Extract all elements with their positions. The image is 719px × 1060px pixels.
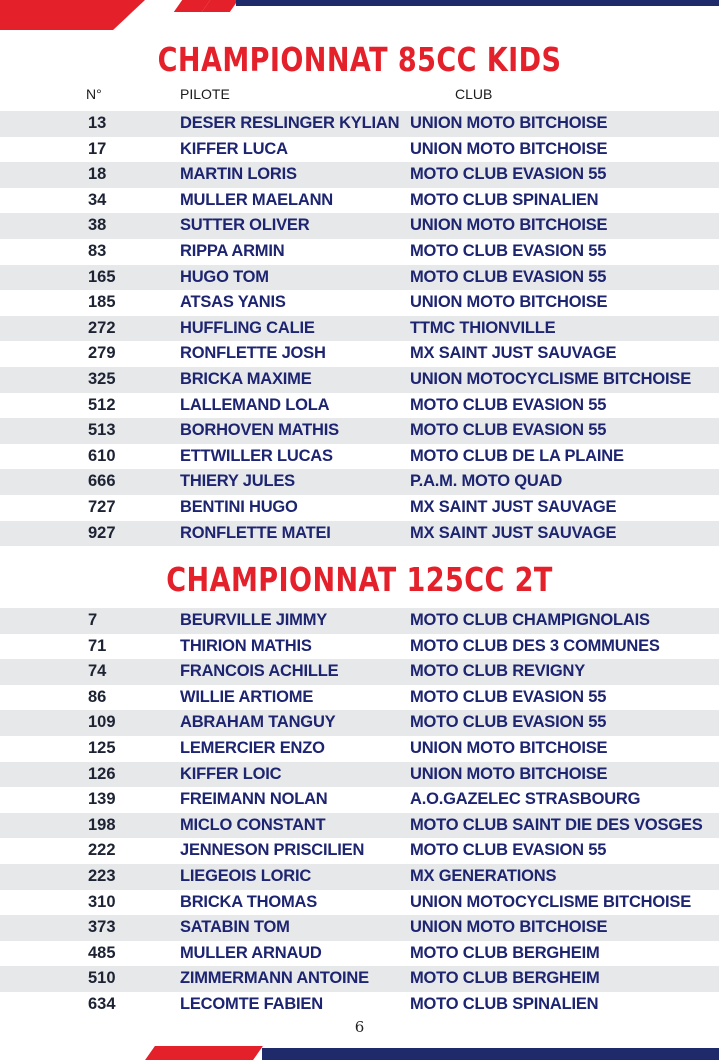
rider-name: ATSAS YANIS [180,293,286,312]
header-club: CLUB [455,86,493,102]
rider-name: KIFFER LOIC [180,764,282,783]
table-row [0,418,719,444]
rider-club: MX GENERATIONS [410,866,557,885]
rider-club: MOTO CLUB SPINALIEN [410,994,599,1013]
rider-club: MX SAINT JUST SAUVAGE [410,523,617,542]
rider-name: RIPPA ARMIN [180,241,285,260]
rider-name: HUGO TOM [180,267,269,286]
rider-number: 126 [88,764,116,783]
rider-name: RONFLETTE MATEI [180,523,331,542]
table-row [0,213,719,239]
rider-name: ABRAHAM TANGUY [180,713,336,732]
table-row [0,495,719,521]
table-row [0,265,719,291]
rider-number: 666 [88,472,116,491]
rider-number: 223 [88,866,116,885]
rider-number: 272 [88,318,116,337]
rider-club: MOTO CLUB REVIGNY [410,662,586,681]
rider-name: WILLIE ARTIOME [180,687,314,706]
rider-number: 74 [88,662,107,681]
table-row [0,316,719,342]
rider-club: MOTO CLUB BERGHEIM [410,969,600,988]
rider-name: RONFLETTE JOSH [180,344,326,363]
rider-number: 38 [88,216,107,235]
rider-number: 198 [88,815,116,834]
rider-name: DESER RESLINGER KYLIAN [180,114,400,132]
rider-number: 373 [88,918,116,937]
rider-club: A.O.GAZELEC STRASBOURG [410,790,641,809]
rider-number: 279 [88,344,116,363]
rider-club: MOTO CLUB EVASION 55 [410,395,607,414]
rider-name: SATABIN TOM [180,918,290,937]
results-table-85cc [0,111,719,546]
rider-club: P.A.M. MOTO QUAD [410,472,563,491]
bottom-navy-band [262,1048,719,1060]
rider-name: FREIMANN NOLAN [180,790,328,809]
table-row [0,659,719,685]
header-pilot: PILOTE [180,86,230,102]
table-row [0,992,719,1018]
table-row [0,469,719,495]
rider-club: UNION MOTO BITCHOISE [410,918,608,937]
rider-club: MOTO CLUB EVASION 55 [410,241,607,260]
rider-club: TTMC THIONVILLE [410,318,556,337]
rider-club: UNION MOTO BITCHOISE [410,293,608,312]
rider-name: MULLER MAELANN [180,190,334,209]
top-red-banner [0,0,145,30]
rider-number: 109 [88,713,116,732]
rider-name: THIRION MATHIS [180,636,312,655]
table-row [0,710,719,736]
top-navy-band [236,0,719,6]
table-row [0,521,719,547]
table-row [0,393,719,419]
rider-name: BRICKA MAXIME [180,369,312,388]
rider-number: 17 [88,139,107,158]
table-row [0,966,719,992]
rider-name: BENTINI HUGO [180,497,298,516]
rider-club: MOTO CLUB BERGHEIM [410,943,600,962]
rider-number: 165 [88,267,116,286]
results-table-125cc [0,608,719,1018]
table-row [0,341,719,367]
table-row [0,941,719,967]
rider-club: MOTO CLUB EVASION 55 [410,687,607,706]
rider-name: THIERY JULES [180,472,295,491]
rider-name: HUFFLING CALIE [180,318,315,337]
table-row [0,890,719,916]
rider-club: MOTO CLUB EVASION 55 [410,421,607,440]
table-row [0,608,719,634]
table-row [0,188,719,214]
rider-number: 510 [88,969,116,988]
rider-number: 83 [88,241,107,260]
section-title-125cc: CHAMPIONNAT 125CC 2T [166,560,553,599]
bottom-red-band [145,1046,239,1060]
table-row [0,367,719,393]
rider-club: MX SAINT JUST SAUVAGE [410,497,617,516]
rider-club: MOTO CLUB CHAMPIGNOLAIS [410,611,650,629]
rider-club: MOTO CLUB DE LA PLAINE [410,446,624,465]
rider-club: UNION MOTO BITCHOISE [410,764,608,783]
rider-number: 34 [88,190,107,209]
rider-name: BRICKA THOMAS [180,892,318,911]
table-row [0,787,719,813]
rider-name: BORHOVEN MATHIS [180,421,339,440]
rider-number: 485 [88,943,116,962]
rider-club: MOTO CLUB EVASION 55 [410,165,607,184]
rider-name: JENNESON PRISCILIEN [180,841,365,860]
section-title-85cc: CHAMPIONNAT 85CC KIDS [157,40,562,79]
rider-number: 513 [88,421,116,440]
rider-name: LIEGEOIS LORIC [180,866,312,885]
rider-number: 13 [88,114,107,132]
rider-number: 7 [88,611,98,629]
rider-name: SUTTER OLIVER [180,216,310,235]
table-row [0,239,719,265]
rider-club: UNION MOTOCYCLISME BITCHOISE [410,892,692,911]
rider-number: 512 [88,395,116,414]
rider-number: 222 [88,841,116,860]
table-row [0,444,719,470]
rider-number: 325 [88,369,116,388]
rider-club: UNION MOTO BITCHOISE [410,139,608,158]
rider-number: 86 [88,687,107,706]
rider-number: 139 [88,790,116,809]
table-row [0,736,719,762]
rider-name: ETTWILLER LUCAS [180,446,333,465]
rider-club: MOTO CLUB EVASION 55 [410,267,607,286]
rider-number: 610 [88,446,116,465]
rider-club: MOTO CLUB DES 3 COMMUNES [410,636,660,655]
rider-club: MOTO CLUB SPINALIEN [410,190,599,209]
table-row [0,838,719,864]
rider-number: 185 [88,293,116,312]
table-row [0,685,719,711]
rider-name: MULLER ARNAUD [180,943,322,962]
header-number: N° [86,86,102,102]
rider-name: FRANCOIS ACHILLE [180,662,339,681]
rider-number: 927 [88,523,116,542]
rider-name: LEMERCIER ENZO [180,738,325,757]
rider-name: MICLO CONSTANT [180,815,326,834]
top-red-slash [202,0,238,12]
rider-club: MOTO CLUB EVASION 55 [410,841,607,860]
rider-number: 634 [88,994,116,1013]
rider-club: UNION MOTO BITCHOISE [410,216,608,235]
table-row [0,762,719,788]
rider-name: ZIMMERMANN ANTOINE [180,969,369,988]
rider-club: UNION MOTO BITCHOISE [410,114,608,132]
table-row [0,111,719,137]
rider-club: MOTO CLUB SAINT DIE DES VOSGES [410,815,703,834]
rider-number: 727 [88,497,116,516]
rider-name: BEURVILLE JIMMY [180,611,328,629]
rider-club: MOTO CLUB EVASION 55 [410,713,607,732]
rider-name: MARTIN LORIS [180,165,297,184]
rider-name: KIFFER LUCA [180,139,288,158]
table-row [0,162,719,188]
table-row [0,915,719,941]
rider-number: 71 [88,636,107,655]
rider-number: 18 [88,165,107,184]
table-row [0,290,719,316]
page-number: 6 [354,1018,365,1036]
rider-club: UNION MOTO BITCHOISE [410,738,608,757]
table-row [0,813,719,839]
table-row [0,864,719,890]
rider-name: LALLEMAND LOLA [180,395,330,414]
rider-name: LECOMTE FABIEN [180,994,323,1013]
rider-number: 310 [88,892,116,911]
rider-number: 125 [88,738,116,757]
rider-club: MX SAINT JUST SAUVAGE [410,344,617,363]
table-row [0,634,719,660]
table-row [0,137,719,163]
rider-club: UNION MOTOCYCLISME BITCHOISE [410,369,692,388]
